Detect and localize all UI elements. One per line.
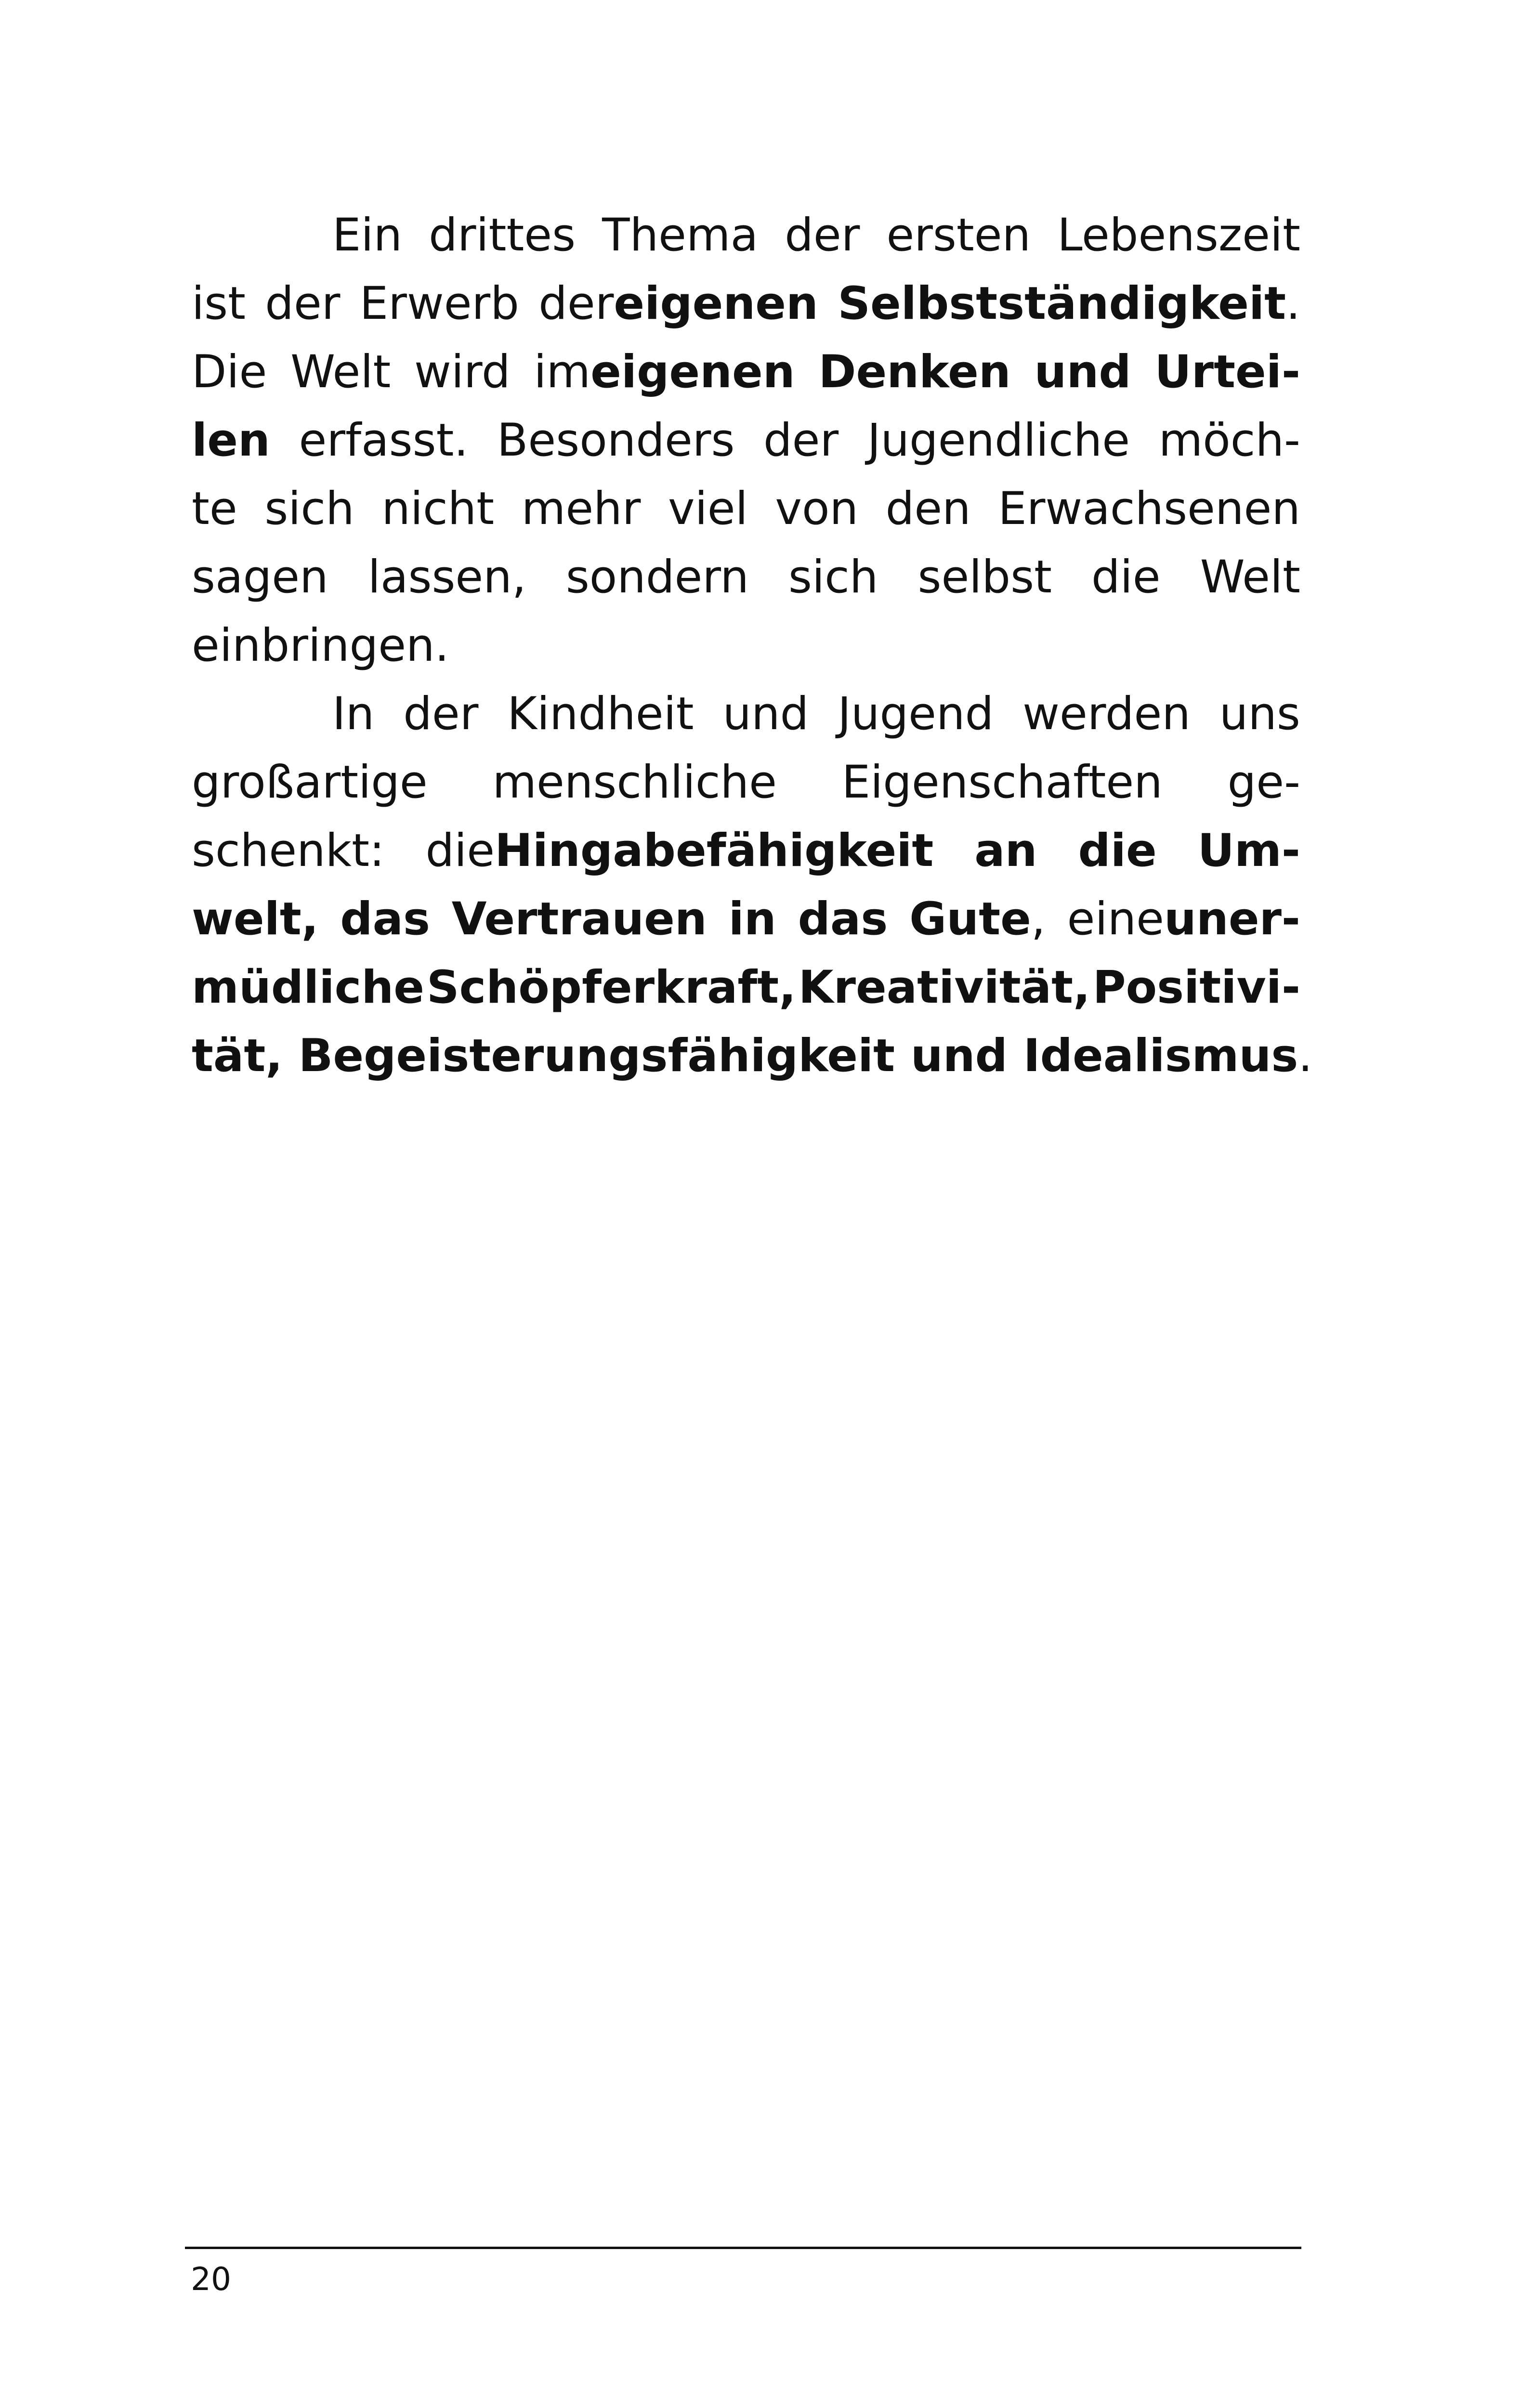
word: uns <box>1219 688 1300 740</box>
text-line <box>192 406 1300 475</box>
word: Thema <box>602 209 759 262</box>
word: menschliche <box>492 756 777 809</box>
page-number: 20 <box>191 2261 231 2298</box>
word: das <box>798 893 888 945</box>
word: wird <box>414 346 511 398</box>
word: ge- <box>1227 756 1300 809</box>
word: dereigenen <box>538 277 818 330</box>
word: erfasst. <box>299 414 469 467</box>
word: sondern <box>565 551 749 603</box>
word: len <box>192 414 270 467</box>
word: Lebenszeit <box>1057 209 1300 262</box>
text-line <box>192 817 1300 885</box>
word: drittes <box>429 209 576 262</box>
word: selbst <box>917 551 1052 603</box>
word: Eigenschaften <box>841 756 1163 809</box>
word: Jugendliche <box>867 414 1130 467</box>
word: nicht <box>381 483 495 535</box>
word: Ein <box>332 209 403 262</box>
word: eineuner- <box>1067 893 1300 945</box>
word: der <box>403 688 479 740</box>
word: welt, <box>192 893 319 945</box>
word: müdliche <box>192 961 424 1014</box>
text-line <box>192 1022 1313 1090</box>
word: Um- <box>1197 824 1300 877</box>
text-line <box>192 954 1300 1022</box>
text-line <box>192 748 1300 817</box>
footer-divider <box>185 2247 1301 2249</box>
word: ersten <box>886 209 1031 262</box>
word: von <box>775 483 859 535</box>
text-line <box>192 680 1300 748</box>
word: mehr <box>521 483 641 535</box>
word: Vertrauen <box>451 893 707 945</box>
paragraph <box>192 680 1313 1090</box>
paragraph <box>192 201 1300 680</box>
word: dieHingabefähigkeit <box>425 824 934 877</box>
text-line <box>192 475 1300 543</box>
bold-text: tät, Begeisterungsfähigkeit und Idealismus <box>192 1030 1298 1082</box>
word: Welt <box>290 346 391 398</box>
word: Erwachsenen <box>998 483 1300 535</box>
word: werden <box>1022 688 1191 740</box>
text-line <box>192 270 1300 338</box>
word: möch- <box>1158 414 1300 467</box>
word: Kreativität, <box>798 961 1090 1014</box>
word: der <box>763 414 839 467</box>
word: der <box>785 209 860 262</box>
word: schenkt: <box>192 824 385 877</box>
text-line <box>192 201 1300 270</box>
word: die <box>1091 551 1161 603</box>
word: die <box>1078 824 1157 877</box>
word: Besonders <box>497 414 735 467</box>
word: sich <box>788 551 878 603</box>
word: ist <box>192 277 246 330</box>
word: Erwerb <box>359 277 519 330</box>
text-span: einbringen. <box>192 619 449 672</box>
text-line <box>192 612 1300 680</box>
word: das <box>340 893 430 945</box>
word: an <box>974 824 1037 877</box>
word: den <box>885 483 971 535</box>
word: der <box>265 277 341 330</box>
word: te <box>192 483 237 535</box>
word: und <box>722 688 809 740</box>
word: Jugend <box>838 688 994 740</box>
text-line <box>192 885 1300 954</box>
word: Denken <box>818 346 1011 398</box>
word: lassen, <box>367 551 526 603</box>
word: imeigenen <box>534 346 795 398</box>
text-line <box>192 543 1300 612</box>
word: Kindheit <box>507 688 694 740</box>
text-line <box>192 338 1300 406</box>
word: Selbstständigkeit. <box>838 277 1300 330</box>
body-text <box>192 201 1313 1090</box>
word: sagen <box>192 551 328 603</box>
text-span: . <box>1298 1030 1313 1082</box>
word: in <box>728 893 776 945</box>
word: Die <box>192 346 267 398</box>
word: großartige <box>192 756 428 809</box>
word: viel <box>668 483 748 535</box>
word: Schöpferkraft, <box>426 961 796 1014</box>
word: In <box>332 688 375 740</box>
word: Gute, <box>909 893 1046 945</box>
word: sich <box>264 483 354 535</box>
word: und <box>1034 346 1131 398</box>
word: Urtei- <box>1154 346 1300 398</box>
word: Welt <box>1200 551 1300 603</box>
word: Positivi- <box>1092 961 1300 1014</box>
